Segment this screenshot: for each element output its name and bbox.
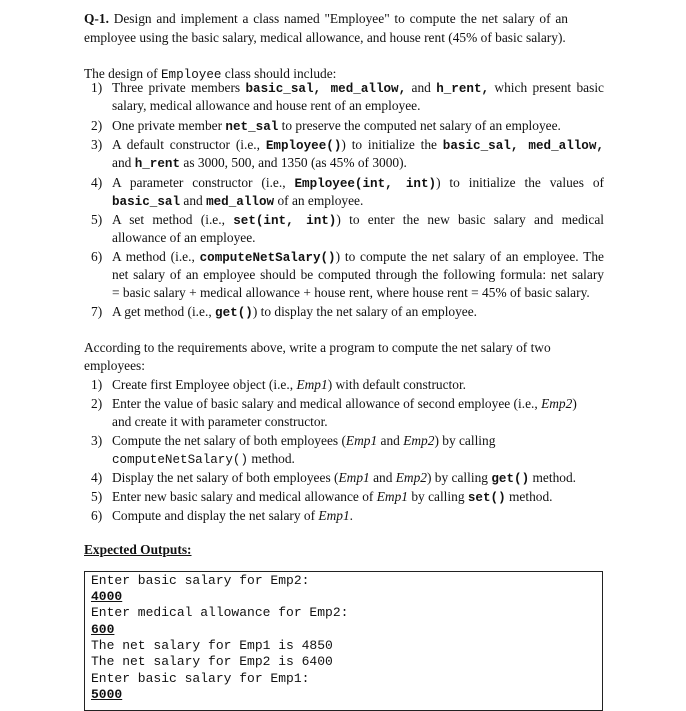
design-item-7-num: 7): [91, 304, 103, 319]
text-run: ) to initialize the: [341, 137, 443, 152]
text-run: A parameter constructor (i.e.,: [112, 175, 295, 190]
code-run: med_allow: [206, 195, 275, 209]
code-run: Employee(int, int): [294, 177, 437, 191]
italic-run: Emp2: [403, 433, 435, 448]
text-run: One private member: [112, 118, 226, 133]
design-item-6-num: 6): [91, 249, 103, 264]
text-run: ) to initialize the values of: [436, 175, 605, 190]
text-run: and: [112, 155, 135, 170]
code-run: set(int, int): [233, 214, 337, 228]
design-item-6-line-1: [112, 248, 604, 267]
question-label: Q-1.: [84, 11, 109, 26]
text-run: Compute and display the net salary of: [112, 508, 319, 523]
design-item-1-num: 1): [91, 80, 103, 95]
req-item-3-num: 3): [91, 433, 103, 448]
design-item-5-num: 5): [91, 212, 103, 227]
code-run: get(): [215, 306, 253, 320]
design-item-6-line-2: net salary of an employee should be computed through the following formula: net salary: [112, 267, 604, 282]
italic-run: Emp2: [541, 396, 573, 411]
text-run: Enter new basic salary and medical allowance of: [112, 489, 377, 504]
design-intro-post: class should include:: [221, 66, 337, 81]
question-line-1: [84, 10, 568, 28]
design-item-3-num: 3): [91, 137, 103, 152]
italic-run: Emp1: [338, 470, 370, 485]
design-item-4-line-2: [112, 192, 604, 211]
expected-outputs-heading: Expected Outputs:: [84, 542, 192, 557]
code-run: set(): [467, 491, 506, 505]
text-run: of an employee.: [274, 193, 364, 208]
req-item-5-num: 5): [91, 489, 103, 504]
question-line-2: [84, 29, 566, 47]
code-run: basic_sal, med_allow,: [245, 82, 407, 96]
code-run: net_sal: [225, 120, 279, 134]
design-intro-pre: The design of: [84, 66, 161, 81]
text-run: A get method (i.e.,: [112, 304, 216, 319]
text-run: Create first Employee object (i.e.,: [112, 377, 297, 392]
italic-run: Emp1: [318, 508, 350, 523]
text-run: ): [572, 396, 577, 411]
req-item-2-line-2: and create it with parameter constructor.: [112, 414, 328, 429]
text-run: Compute the net salary of both employees (: [112, 433, 346, 448]
text-run: A default constructor (i.e.,: [112, 137, 266, 152]
req-item-6-num: 6): [91, 508, 103, 523]
design-item-2-line-1: [112, 117, 604, 136]
requirements-intro-1: According to the requirements above, write a program to compute the net salary of two: [84, 340, 551, 355]
text-run: which present basic: [489, 80, 604, 95]
design-item-5-line-1: [112, 211, 604, 230]
req-item-1-line-1: [112, 376, 604, 394]
text-run: A method (i.e.,: [112, 249, 200, 264]
text-run: ) to compute the net salary of an employee. The: [335, 249, 604, 264]
text-run: method.: [505, 489, 553, 504]
design-item-5-line-2: allowance of an employee.: [112, 230, 256, 245]
design-item-4-line-1: [112, 174, 604, 193]
output-line-7: Enter basic salary for Emp1:: [91, 671, 310, 686]
italic-run: Emp2: [395, 470, 427, 485]
text-run: by calling: [407, 489, 468, 504]
text-run: Enter the value of basic salary and medical allowance of second employee (i.e.,: [112, 396, 542, 411]
output-input-line-8: 5000: [91, 687, 123, 702]
question-text-1: Design and implement a class named "Employee" to compute the net salary of an: [113, 11, 568, 26]
design-item-3-line-2: [112, 154, 604, 173]
output-line-5: The net salary for Emp1 is 4850: [91, 638, 333, 653]
question-text-2: employee using the basic salary, medical allowance, and house rent (45% of basic salary).: [84, 30, 566, 45]
italic-run: Emp1: [376, 489, 408, 504]
requirements-intro-2: employees:: [84, 358, 145, 373]
output-input-line-4: 600: [91, 622, 115, 637]
design-item-3-line-1: [112, 136, 604, 155]
output-line-6: The net salary for Emp2 is 6400: [91, 654, 333, 669]
code-run: Employee(): [265, 139, 342, 153]
text-run: ) by calling: [427, 470, 492, 485]
code-run: computeNetSalary(): [112, 453, 249, 467]
expected-output-box: [84, 571, 603, 711]
text-run: ) to display the net salary of an employee.: [252, 304, 478, 319]
design-item-2-num: 2): [91, 118, 103, 133]
text-run: and: [406, 80, 437, 95]
req-item-3-line-1: [112, 432, 604, 450]
code-run: h_rent: [134, 157, 181, 171]
design-item-4-num: 4): [91, 175, 103, 190]
req-item-2-num: 2): [91, 396, 103, 411]
design-item-6-line-3: = basic salary + medical allowance + house rent, where house rent = 45% of basic salary.: [112, 285, 590, 300]
output-line-1: Enter basic salary for Emp2:: [91, 573, 310, 588]
code-run: basic_sal: [112, 195, 181, 209]
code-run: get(): [491, 472, 530, 486]
req-item-2-line-1: [112, 395, 604, 413]
code-run: computeNetSalary(): [199, 251, 336, 265]
req-item-1-num: 1): [91, 377, 103, 392]
text-run: and: [377, 433, 404, 448]
italic-run: Emp1: [296, 377, 328, 392]
text-run: as 3000, 500, and 1350 (as 45% of 3000).: [180, 155, 407, 170]
text-run: method.: [248, 451, 295, 466]
text-run: method.: [529, 470, 577, 485]
text-run: ) with default constructor.: [327, 377, 467, 392]
output-line-3: Enter medical allowance for Emp2:: [91, 605, 349, 620]
output-input-line-2: 4000: [91, 589, 123, 604]
text-run: and: [180, 193, 207, 208]
text-run: and: [369, 470, 396, 485]
text-run: .: [349, 508, 354, 523]
text-run: A set method (i.e.,: [112, 212, 234, 227]
italic-run: Emp1: [345, 433, 378, 448]
req-item-6-line-1: [112, 507, 604, 525]
design-item-7-line-1: [112, 303, 604, 322]
text-run: Three private members: [112, 80, 246, 95]
code-run: basic_sal, med_allow,: [442, 139, 604, 153]
text-run: ) by calling: [434, 433, 496, 448]
req-item-5-line-1: [112, 488, 604, 507]
req-item-4-line-1: [112, 469, 604, 488]
req-item-4-num: 4): [91, 470, 103, 485]
text-run: ) to enter the new basic salary and medical: [336, 212, 604, 227]
code-run: h_rent,: [436, 82, 490, 96]
design-item-1-line-2: salary, medical allowance and house rent of an employee.: [112, 98, 421, 113]
design-item-1-line-1: [112, 79, 604, 98]
text-run: to preserve the computed net salary of an employee.: [278, 118, 561, 133]
req-item-3-line-2: [112, 450, 604, 469]
design-intro-code: Employee: [160, 68, 222, 82]
text-run: Display the net salary of both employees (: [112, 470, 339, 485]
